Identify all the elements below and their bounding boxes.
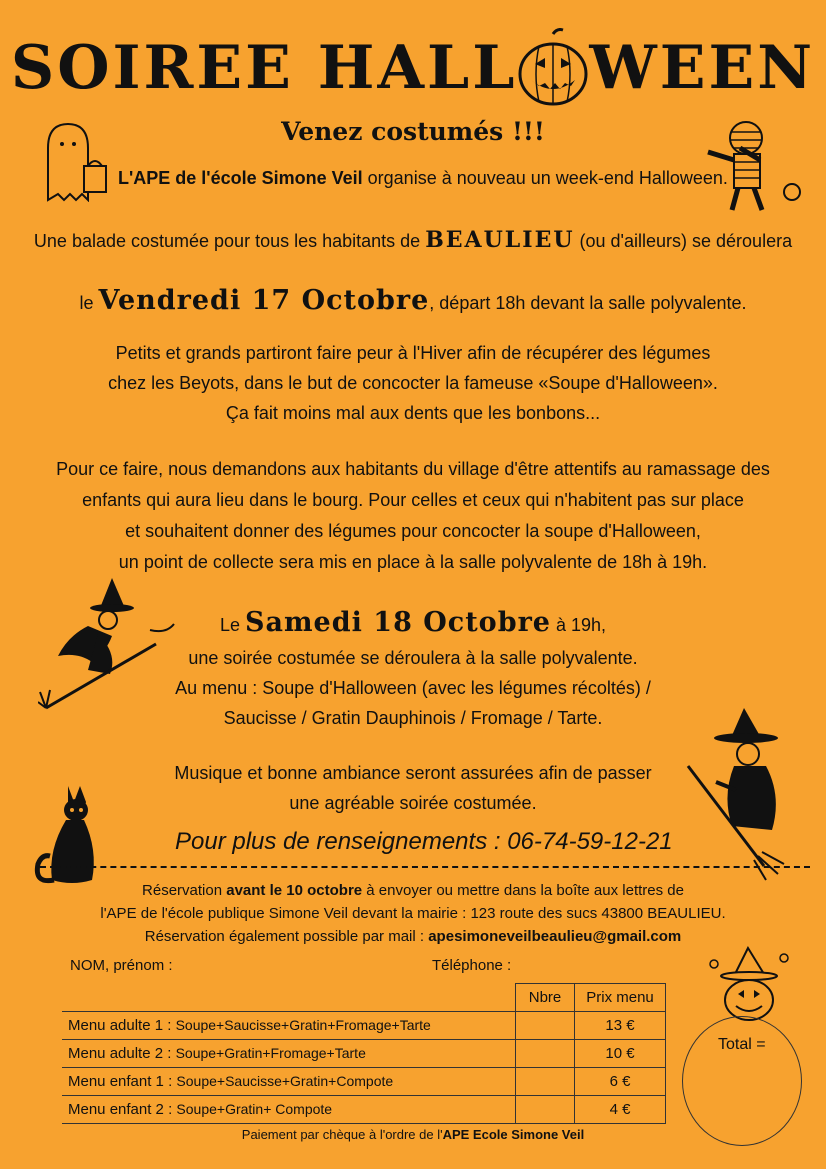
phone-field-label: Téléphone : <box>432 957 512 974</box>
table-row <box>62 1096 666 1124</box>
info-line: Pour plus de renseignements : 06-74-59-12-21 <box>175 828 673 855</box>
table-row <box>62 1012 666 1040</box>
menu-price: 10 € <box>575 1040 666 1068</box>
menu-name: Menu adulte 2 : <box>68 1045 176 1062</box>
paragraph-line: un point de collecte sera mis en place à la salle polyvalente de 18h à 19h. <box>118 552 708 572</box>
paragraph-line: chez les Beyots, dans le but de concocter la fameuse «Soupe d'Halloween». <box>108 373 718 393</box>
saturday-suffix: à 19h, <box>550 615 607 635</box>
reservation-block <box>0 879 826 948</box>
reservation-text: à envoyer ou mettre dans la boîte aux lettres de <box>362 882 684 899</box>
menu-detail: Soupe+Saucisse+Gratin+Fromage+Tarte <box>175 1017 431 1033</box>
paragraph-collecte <box>0 454 826 578</box>
saturday-prefix: Le <box>219 615 245 635</box>
reservation-text: Réservation également possible par mail : <box>144 928 429 945</box>
saturday-menu-line: Saucisse / Gratin Dauphinois / Fromage / Tarte. <box>223 708 603 728</box>
table-header-row <box>62 984 666 1012</box>
intro-rest: organise à nouveau un week-end Halloween. <box>362 168 728 188</box>
intro-org: L'APE de l'école Simone Veil <box>118 168 363 188</box>
paragraph-line: Petits et grands partiront faire peur à l'Hiver afin de récupérer des légumes <box>115 343 711 363</box>
title-left: SOIREE HALL <box>10 32 518 103</box>
name-field-label: NOM, prénom : <box>70 957 173 974</box>
quantity-field[interactable] <box>516 1012 575 1040</box>
flyer-title <box>0 18 826 113</box>
quantity-field[interactable] <box>516 1096 575 1124</box>
menu-name-cell <box>62 1068 516 1096</box>
menu-detail: Soupe+Gratin+Fromage+Tarte <box>175 1045 366 1061</box>
footer-text: Paiement par chèque à l'ordre de l' <box>241 1127 443 1142</box>
saturday-date: Samedi 18 Octobre <box>245 607 551 638</box>
saturday-line <box>0 605 826 643</box>
saturday-line-text: une soirée costumée se déroulera à la salle polyvalente. <box>188 648 638 668</box>
friday-line <box>0 283 826 321</box>
paragraph-line: Pour ce faire, nous demandons aux habitants du village d'être attentifs au ramassage des <box>56 459 770 479</box>
total-label: Total = <box>718 1036 766 1053</box>
cut-line <box>40 866 810 868</box>
paragraph-line: enfants qui aura lieu dans le bourg. Pour celles et ceux qui n'habitent pas sur place <box>82 490 744 510</box>
column-nbre: Nbre <box>516 984 575 1012</box>
column-prix: Prix menu <box>575 984 666 1012</box>
friday-prefix: le <box>79 293 99 313</box>
quantity-field[interactable] <box>516 1068 575 1096</box>
table-row <box>62 1040 666 1068</box>
footer-org: APE Ecole Simone Veil <box>442 1127 585 1142</box>
friday-suffix: , départ 18h devant la salle polyvalente. <box>429 293 747 313</box>
paragraph-line: Musique et bonne ambiance seront assurées afin de passer <box>174 763 652 783</box>
table-row <box>62 1068 666 1096</box>
paragraph-soupe <box>0 338 826 428</box>
paragraph-line: et souhaitent donner des légumes pour concocter la soupe d'Halloween, <box>125 521 701 541</box>
reservation-line-3 <box>0 925 826 948</box>
menu-name-cell <box>62 1096 516 1124</box>
balade-part2: (ou d'ailleurs) se déroulera <box>574 231 793 251</box>
balade-part1: Une balade costumée pour tous les habitants de <box>33 231 426 251</box>
menu-name: Menu adulte 1 : <box>68 1017 176 1034</box>
menu-detail: Soupe+Gratin+ Compote <box>176 1101 333 1117</box>
reservation-email[interactable]: apesimoneveilbeaulieu@gmail.com <box>428 928 682 945</box>
menu-detail: Soupe+Saucisse+Gratin+Compote <box>176 1073 394 1089</box>
reservation-text: Réservation <box>142 882 227 899</box>
paragraph-line: Ça fait moins mal aux dents que les bonbons... <box>225 403 601 423</box>
menu-name-cell <box>62 1040 516 1068</box>
menu-order-table <box>62 983 666 1124</box>
title-right: WEEN <box>589 32 816 103</box>
payment-footer <box>0 1127 826 1142</box>
balade-line <box>0 225 826 256</box>
table-header-empty <box>62 984 516 1012</box>
reservation-deadline: avant le 10 octobre <box>226 882 363 899</box>
menu-name: Menu enfant 2 : <box>68 1101 177 1118</box>
saturday-menu-line: Au menu : Soupe d'Halloween (avec les légumes récoltés) / <box>175 678 651 698</box>
intro-line <box>118 163 728 193</box>
menu-price: 13 € <box>575 1012 666 1040</box>
subtitle: Venez costumés !!! <box>281 117 545 146</box>
reservation-line-2: l'APE de l'école publique Simone Veil devant la mairie : 123 route des sucs 43800 BEAULIEU. <box>100 905 726 922</box>
paragraph-ambiance <box>0 758 826 818</box>
menu-name-cell <box>62 1012 516 1040</box>
town-name: BEAULIEU <box>425 227 575 253</box>
ghost-icon <box>40 120 110 207</box>
menu-price: 4 € <box>575 1096 666 1124</box>
quantity-field[interactable] <box>516 1040 575 1068</box>
reservation-line-1 <box>0 879 826 902</box>
friday-date: Vendredi 17 Octobre <box>98 285 430 316</box>
menu-price: 6 € <box>575 1068 666 1096</box>
menu-name: Menu enfant 1 : <box>68 1073 177 1090</box>
pumpkin-icon <box>517 28 589 108</box>
paragraph-line: une agréable soirée costumée. <box>289 793 537 813</box>
